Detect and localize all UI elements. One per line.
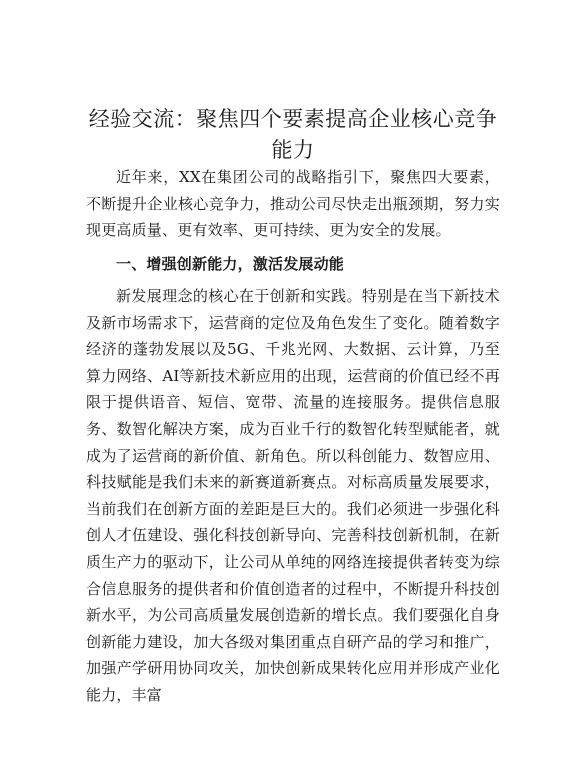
document-title: 经验交流：聚焦四个要素提高企业核心竞争能力 <box>88 107 498 162</box>
intro-paragraph: 近年来，XX在集团公司的战略指引下，聚焦四大要素，不断提升企业核心竞争力，推动公司尽快走出瓶颈期，努力实现更高质量、更有效率、更可持续、更为安全的发展。 <box>86 168 500 240</box>
section-paragraph: 新发展理念的核心在于创新和实践。特别是在当下新技术及新市场需求下，运营商的定位及角色发生了变化。随着数字经济的蓬勃发展以及5G、千兆光网、大数据、云计算，乃至算力网络、AI等新技术新应用的出现，运营商的价值已经不再限于提供语音、短信、宽带、流量的连接服务。提供信息服务、数智化解决方案，成为百业千行的数智化转型赋能者，就成为了运营商的新价值、新角色。所以科创能力、数智应用、科技赋能是我们未来的新赛道新赛点。对标高质量发展要求，当前我们在创新方面的差距是巨大的。我们必须进一步强化科创人才伍建设、强化科技创新导向、完善科技创新机制，在新质生产力的驱动下，让公司从单纯的网络连接提供者转变为综合信息服务的提供者和价值创造者的过程中，不断提升科技创新水平，为公司高质量发展创造新的增长点。我们要强化自身创新能力建设，加大各级对集团重点自研产品的学习和推广，加强产学研用协同攻关，加快创新成果转化应用并形成产业化能力，丰富 <box>86 287 500 704</box>
section-heading: 一、增强创新能力，激活发展动能 <box>116 255 345 273</box>
